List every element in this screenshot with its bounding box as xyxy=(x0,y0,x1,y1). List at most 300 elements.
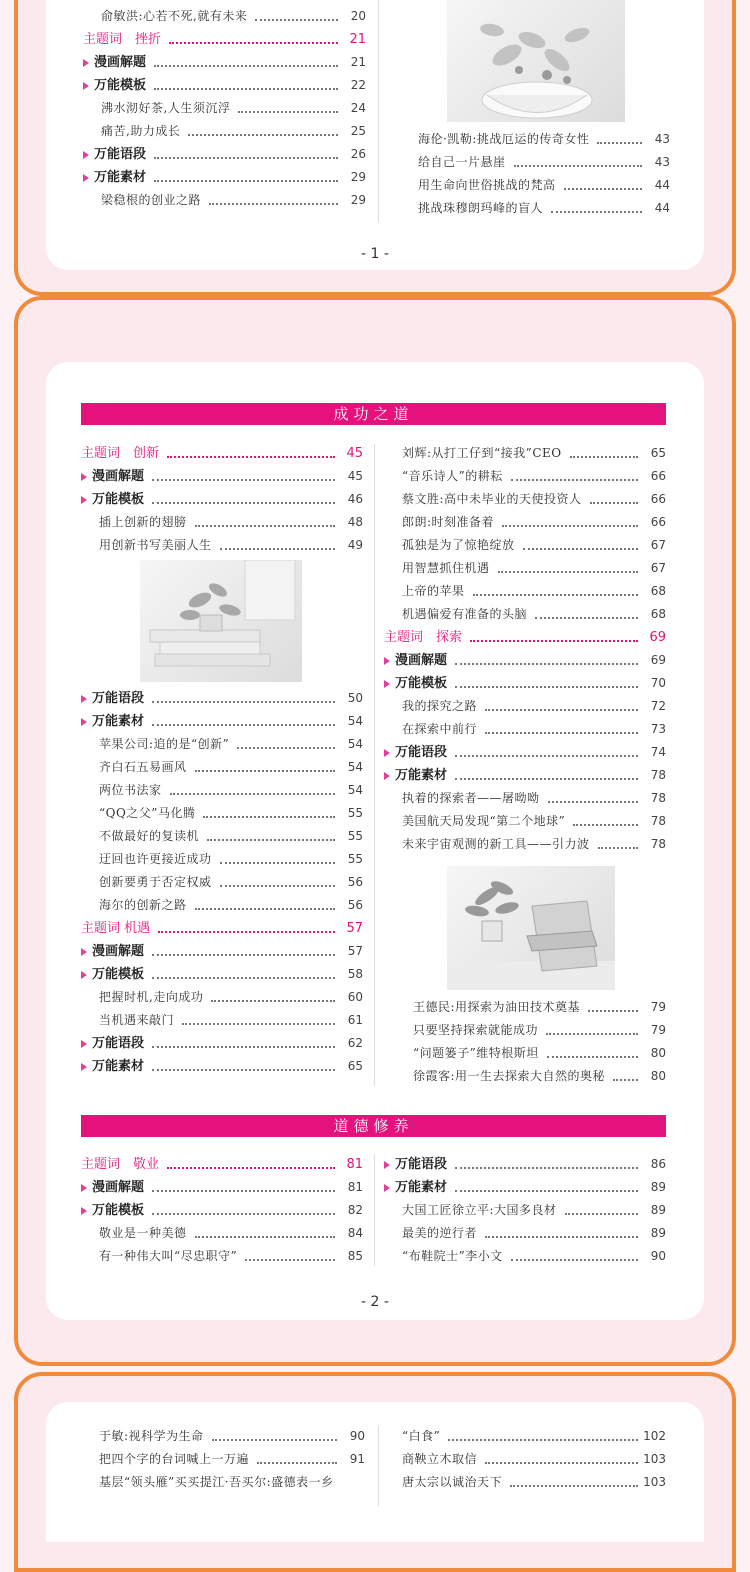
toc-entry-title: 创新要勇于否定权威 xyxy=(99,875,212,889)
dot-leader xyxy=(573,824,638,826)
toc-entry-title: 商鞅立木取信 xyxy=(402,1452,478,1466)
dot-leader xyxy=(209,203,338,205)
toc-section-entry xyxy=(83,143,366,166)
dot-leader xyxy=(473,594,638,596)
toc-page-number: 44 xyxy=(654,178,670,192)
dot-leader xyxy=(502,525,638,527)
dot-leader xyxy=(485,709,638,711)
toc-entry-title: 梁稳根的创业之路 xyxy=(101,193,202,207)
toc-entry-title: 大国工匠徐立平:大国多良材 xyxy=(402,1203,557,1217)
dot-leader xyxy=(220,548,335,550)
dot-leader xyxy=(590,502,638,504)
dot-leader xyxy=(220,862,335,864)
toc-entry-title: 上帝的苹果 xyxy=(402,584,465,598)
toc-entry-title: 给自己一片悬崖 xyxy=(418,155,506,169)
toc-entry-title: 万能语段 xyxy=(395,745,448,760)
toc-page-number: 56 xyxy=(347,875,363,889)
toc-section-entry xyxy=(384,672,666,695)
toc-entry-title: 海伦·凯勒:挑战厄运的传奇女性 xyxy=(418,132,590,146)
triangle-bullet-icon xyxy=(83,174,89,182)
toc-page-number: 44 xyxy=(654,201,670,215)
toc-entry-title: 万能素材 xyxy=(395,768,448,783)
toc-section-entry xyxy=(83,51,366,74)
books-plant-photo xyxy=(140,560,302,682)
toc-section-entry xyxy=(81,1176,363,1199)
toc-page-number: 54 xyxy=(347,714,363,728)
toc-entry-title: 郎朗:时刻准备着 xyxy=(402,515,495,529)
toc-article-entry xyxy=(384,511,666,534)
toc-entry-title: “音乐诗人”的耕耘 xyxy=(402,469,503,483)
toc-article-entry xyxy=(81,802,363,825)
toc-entry-title: 主题词 挫折 xyxy=(83,32,162,47)
toc-entry-title: 苹果公司:追的是“创新” xyxy=(99,737,230,751)
dot-leader xyxy=(195,1236,335,1238)
toc-entry-title: 把四个字的台词喊上一万遍 xyxy=(99,1452,250,1466)
dot-leader xyxy=(170,793,335,795)
dot-leader xyxy=(455,755,638,757)
toc-entry-title: 基层“领头雁”买买提江·吾买尔:盛德表一乡 xyxy=(99,1475,334,1489)
toc-page-number: 103 xyxy=(643,1452,666,1466)
dot-leader xyxy=(485,732,638,734)
toc-page-number: 54 xyxy=(347,737,363,751)
triangle-bullet-icon xyxy=(81,695,87,703)
triangle-bullet-icon xyxy=(384,772,390,780)
toc-entry-title: 漫画解题 xyxy=(92,1180,145,1195)
toc-entry-title: 机遇偏爱有准备的头脑 xyxy=(402,607,528,621)
toc-page-number: 43 xyxy=(654,155,670,169)
toc-entry-title: 万能素材 xyxy=(94,170,147,185)
toc-article-entry xyxy=(81,1448,365,1471)
toc-section-entry xyxy=(81,963,363,986)
dot-leader xyxy=(195,770,335,772)
toc-page-number: 80 xyxy=(650,1046,666,1060)
toc-page-number: 57 xyxy=(346,921,363,936)
dot-leader xyxy=(182,1023,335,1025)
toc-page-number: 82 xyxy=(347,1203,363,1217)
dot-leader xyxy=(195,908,335,910)
toc-article-entry xyxy=(81,894,363,917)
toc-entry-title: 万能模板 xyxy=(92,1203,145,1218)
toc-section-entry xyxy=(81,687,363,710)
dot-leader xyxy=(152,502,335,504)
page2-left-column-morality xyxy=(81,1153,363,1268)
toc-page-number: 72 xyxy=(650,699,666,713)
toc-entry-title: 不做最好的复读机 xyxy=(99,829,200,843)
toc-entry-title: 敬业是一种美德 xyxy=(99,1226,187,1240)
toc-entry-title: 用生命向世俗挑战的梵高 xyxy=(418,178,556,192)
toc-section-entry xyxy=(83,74,366,97)
dot-leader xyxy=(169,42,338,44)
triangle-bullet-icon xyxy=(81,718,87,726)
toc-entry-title: 插上创新的翅膀 xyxy=(99,515,187,529)
toc-page-number: 67 xyxy=(650,561,666,575)
dot-leader xyxy=(455,1167,638,1169)
dot-leader xyxy=(257,1462,337,1464)
toc-page-number: 29 xyxy=(350,170,366,184)
page1-right-column xyxy=(400,128,670,220)
toc-article-entry xyxy=(384,1471,666,1494)
toc-page-number: 55 xyxy=(347,852,363,866)
dot-leader xyxy=(167,1167,335,1169)
toc-page-number: 85 xyxy=(347,1249,363,1263)
toc-article-entry xyxy=(81,848,363,871)
dot-leader xyxy=(455,663,638,665)
dot-leader xyxy=(152,701,335,703)
toc-entry-title: 万能素材 xyxy=(395,1180,448,1195)
toc-page-number: 102 xyxy=(643,1429,666,1443)
toc-entry-title: 万能模板 xyxy=(395,676,448,691)
toc-section-entry xyxy=(384,764,666,787)
toc-page-number: 69 xyxy=(650,653,666,667)
triangle-bullet-icon xyxy=(81,1207,87,1215)
toc-article-entry xyxy=(384,557,666,580)
toc-entry-title: 万能语段 xyxy=(92,691,145,706)
toc-article-entry xyxy=(395,1042,666,1065)
toc-entry-title: 当机遇来敲门 xyxy=(99,1013,175,1027)
dot-leader xyxy=(152,1046,335,1048)
dot-leader xyxy=(211,1000,335,1002)
toc-page-number: 56 xyxy=(347,898,363,912)
toc-section-entry xyxy=(384,741,666,764)
page2-right-column-morality xyxy=(384,1153,666,1268)
dot-leader xyxy=(510,1485,638,1487)
chair-plant-photo xyxy=(447,866,615,990)
triangle-bullet-icon xyxy=(81,948,87,956)
column-divider xyxy=(374,444,375,1086)
toc-page-number: 91 xyxy=(349,1452,365,1466)
dot-leader xyxy=(237,747,335,749)
toc-section-entry xyxy=(81,1055,363,1078)
page2-left-column-bottom xyxy=(81,687,363,1078)
toc-article-entry xyxy=(384,488,666,511)
toc-article-entry xyxy=(384,580,666,603)
toc-page-number: 61 xyxy=(347,1013,363,1027)
dot-leader xyxy=(455,778,638,780)
toc-article-entry xyxy=(384,1425,666,1448)
toc-page-number: 90 xyxy=(349,1429,365,1443)
toc-page-number: 46 xyxy=(347,492,363,506)
toc-page-number: 45 xyxy=(346,446,363,461)
toc-page-number: 103 xyxy=(643,1475,666,1489)
toc-article-entry xyxy=(384,442,666,465)
dot-leader xyxy=(195,525,335,527)
dot-leader xyxy=(152,977,335,979)
triangle-bullet-icon xyxy=(81,1184,87,1192)
toc-entry-title: 主题词 创新 xyxy=(81,446,160,461)
toc-article-entry xyxy=(384,1199,666,1222)
toc-page-number: 74 xyxy=(650,745,666,759)
toc-article-entry xyxy=(384,1245,666,1268)
toc-section-entry xyxy=(81,465,363,488)
dot-leader xyxy=(570,456,638,458)
toc-article-entry xyxy=(384,833,666,856)
toc-page-number: 55 xyxy=(347,806,363,820)
toc-entry-title: 万能模板 xyxy=(92,967,145,982)
toc-article-entry xyxy=(384,465,666,488)
toc-page-number: 78 xyxy=(650,768,666,782)
toc-article-entry xyxy=(384,1222,666,1245)
toc-section-entry xyxy=(384,1176,666,1199)
toc-entry-title: 俞敏洪:心若不死,就有未来 xyxy=(101,9,248,23)
toc-entry-title: 美国航天局发现“第二个地球” xyxy=(402,814,566,828)
toc-article-entry xyxy=(400,197,670,220)
toc-article-entry xyxy=(395,1065,666,1088)
toc-page-number: 84 xyxy=(347,1226,363,1240)
dot-leader xyxy=(511,479,638,481)
toc-entry-title: 未来宇宙观测的新工具——引力波 xyxy=(402,837,590,851)
dot-leader xyxy=(548,801,638,803)
toc-page-number: 26 xyxy=(350,147,366,161)
dot-leader xyxy=(514,165,642,167)
dot-leader xyxy=(455,1190,638,1192)
section-banner-morality: 道德修养 xyxy=(81,1115,666,1137)
toc-page-number: 81 xyxy=(346,1157,363,1172)
triangle-bullet-icon xyxy=(384,1184,390,1192)
toc-entry-title: 主题词 探索 xyxy=(384,630,463,645)
toc-topic-entry xyxy=(83,28,366,51)
triangle-bullet-icon xyxy=(384,1161,390,1169)
toc-entry-title: 万能语段 xyxy=(94,147,147,162)
toc-page-number: 81 xyxy=(347,1180,363,1194)
toc-article-entry xyxy=(384,534,666,557)
toc-page-number: 43 xyxy=(654,132,670,146)
toc-page-number: 69 xyxy=(649,630,666,645)
dot-leader xyxy=(167,456,335,458)
triangle-bullet-icon xyxy=(83,151,89,159)
toc-entry-title: “问题篓子”维特根斯坦 xyxy=(413,1046,539,1060)
toc-entry-title: 徐霞客:用一生去探索大自然的奥秘 xyxy=(413,1069,606,1083)
toc-section-entry xyxy=(83,166,366,189)
toc-article-entry xyxy=(384,1448,666,1471)
dot-leader xyxy=(523,548,638,550)
toc-article-entry xyxy=(81,986,363,1009)
toc-page-number: 22 xyxy=(350,78,366,92)
toc-article-entry xyxy=(81,825,363,848)
toc-entry-title: 唐太宗以诚治天下 xyxy=(402,1475,503,1489)
toc-entry-title: 齐白石五易画风 xyxy=(99,760,187,774)
dot-leader xyxy=(238,111,338,113)
dot-leader xyxy=(551,211,642,213)
dot-leader xyxy=(203,816,335,818)
toc-entry-title: 挑战珠穆朗玛峰的盲人 xyxy=(418,201,544,215)
dot-leader xyxy=(154,157,338,159)
toc-topic-entry xyxy=(81,917,363,940)
toc-entry-title: “布鞋院士”李小文 xyxy=(402,1249,503,1263)
toc-entry-title: 我的探究之路 xyxy=(402,699,478,713)
triangle-bullet-icon xyxy=(81,1040,87,1048)
dot-leader xyxy=(245,1259,335,1261)
page-number: - 2 - xyxy=(361,1294,389,1310)
triangle-bullet-icon xyxy=(81,971,87,979)
toc-page-number: 90 xyxy=(650,1249,666,1263)
triangle-bullet-icon xyxy=(384,749,390,757)
toc-entry-title: 执着的探索者——屠呦呦 xyxy=(402,791,540,805)
toc-section-entry xyxy=(384,649,666,672)
toc-page-number: 25 xyxy=(350,124,366,138)
dot-leader xyxy=(448,1439,638,1441)
toc-page-number: 66 xyxy=(650,492,666,506)
toc-section-entry xyxy=(81,710,363,733)
dot-leader xyxy=(511,1259,638,1261)
toc-entry-title: 王德民:用探索为油田技术奠基 xyxy=(413,1000,581,1014)
toc-section-entry xyxy=(384,1153,666,1176)
toc-page-number: 66 xyxy=(650,515,666,529)
toc-page-number: 29 xyxy=(350,193,366,207)
toc-article-entry xyxy=(81,1222,363,1245)
toc-article-entry xyxy=(81,1471,365,1494)
toc-article-entry xyxy=(81,871,363,894)
dot-leader xyxy=(158,931,335,933)
triangle-bullet-icon xyxy=(384,657,390,665)
toc-entry-title: 万能素材 xyxy=(92,1059,145,1074)
triangle-bullet-icon xyxy=(83,82,89,90)
toc-entry-title: “QQ之父”马化腾 xyxy=(99,806,196,820)
dot-leader xyxy=(597,142,642,144)
toc-entry-title: 万能素材 xyxy=(92,714,145,729)
toc-page-number: 89 xyxy=(650,1203,666,1217)
toc-entry-title: 主题词 敬业 xyxy=(81,1157,160,1172)
dot-leader xyxy=(498,571,638,573)
dot-leader xyxy=(588,1010,638,1012)
dot-leader xyxy=(154,65,338,67)
toc-page-number: 78 xyxy=(650,791,666,805)
dot-leader xyxy=(613,1079,638,1081)
triangle-bullet-icon xyxy=(384,680,390,688)
dot-leader xyxy=(564,188,642,190)
toc-entry-title: 蔡文胜:高中未毕业的天使投资人 xyxy=(402,492,582,506)
page3-left-column xyxy=(81,1425,365,1494)
page3-right-column xyxy=(384,1425,666,1494)
dot-leader xyxy=(546,1033,638,1035)
page1-left-column xyxy=(83,5,366,212)
dot-leader xyxy=(207,839,335,841)
column-divider xyxy=(378,0,379,222)
toc-article-entry xyxy=(400,128,670,151)
toc-entry-title: 主题词 机遇 xyxy=(81,921,151,936)
toc-page-number: 48 xyxy=(347,515,363,529)
dot-leader xyxy=(455,686,638,688)
toc-section-entry xyxy=(81,1032,363,1055)
toc-article-entry xyxy=(81,733,363,756)
dot-leader xyxy=(154,180,338,182)
toc-topic-entry xyxy=(81,1153,363,1176)
triangle-bullet-icon xyxy=(83,59,89,67)
dot-leader xyxy=(598,847,638,849)
toc-entry-title: 迂回也许更接近成功 xyxy=(99,852,212,866)
toc-topic-entry xyxy=(384,626,666,649)
toc-page-number: 67 xyxy=(650,538,666,552)
toc-entry-title: 痛苦,助力成长 xyxy=(101,124,181,138)
page2-right-column-bottom xyxy=(395,996,666,1088)
toc-article-entry xyxy=(81,1009,363,1032)
dot-leader xyxy=(154,88,338,90)
toc-page-number: 78 xyxy=(650,814,666,828)
toc-article-entry xyxy=(384,695,666,718)
toc-page-number: 50 xyxy=(347,691,363,705)
dot-leader xyxy=(565,1213,638,1215)
toc-topic-entry xyxy=(81,442,363,465)
toc-page-number: 21 xyxy=(349,32,366,47)
toc-article-entry xyxy=(81,511,363,534)
dot-leader xyxy=(188,134,338,136)
toc-article-entry xyxy=(400,174,670,197)
toc-entry-title: “白食” xyxy=(402,1429,441,1443)
column-divider xyxy=(378,1426,379,1506)
toc-page-number: 62 xyxy=(347,1036,363,1050)
toc-page-number: 54 xyxy=(347,783,363,797)
toc-entry-title: 漫画解题 xyxy=(92,469,145,484)
toc-article-entry xyxy=(384,718,666,741)
toc-article-entry xyxy=(384,810,666,833)
toc-page-number: 54 xyxy=(347,760,363,774)
toc-page-number: 49 xyxy=(347,538,363,552)
toc-entry-title: 漫画解题 xyxy=(92,944,145,959)
toc-entry-title: 于敏:视科学为生命 xyxy=(99,1429,204,1443)
toc-page-number: 79 xyxy=(650,1000,666,1014)
dot-leader xyxy=(152,479,335,481)
dot-leader xyxy=(212,1439,337,1441)
dot-leader xyxy=(547,1056,638,1058)
toc-page-number: 68 xyxy=(650,584,666,598)
toc-entry-title: 最美的逆行者 xyxy=(402,1226,478,1240)
toc-article-entry xyxy=(81,1425,365,1448)
toc-article-entry xyxy=(81,779,363,802)
dot-leader xyxy=(152,1069,335,1071)
toc-article-entry xyxy=(395,1019,666,1042)
toc-section-entry xyxy=(81,1199,363,1222)
toc-page-number: 66 xyxy=(650,469,666,483)
dot-leader xyxy=(220,885,335,887)
toc-entry-title: 把握时机,走向成功 xyxy=(99,990,204,1004)
dot-leader xyxy=(485,1236,638,1238)
toc-page-number: 65 xyxy=(347,1059,363,1073)
toc-entry-title: 沸水沏好茶,人生须沉浮 xyxy=(101,101,231,115)
toc-page-number: 70 xyxy=(650,676,666,690)
toc-entry-title: 海尔的创新之路 xyxy=(99,898,187,912)
dot-leader xyxy=(152,954,335,956)
toc-article-entry xyxy=(384,787,666,810)
toc-entry-title: 用智慧抓住机遇 xyxy=(402,561,490,575)
toc-page-number: 68 xyxy=(650,607,666,621)
dot-leader xyxy=(152,724,335,726)
toc-page-number: 21 xyxy=(350,55,366,69)
toc-page-number: 89 xyxy=(650,1226,666,1240)
toc-page-number: 65 xyxy=(650,446,666,460)
toc-article-entry xyxy=(400,151,670,174)
toc-article-entry xyxy=(81,756,363,779)
toc-page-number: 80 xyxy=(650,1069,666,1083)
dot-leader xyxy=(470,640,638,642)
toc-article-entry xyxy=(83,5,366,28)
toc-section-entry xyxy=(81,488,363,511)
toc-entry-title: 有一种伟大叫“尽忠职守” xyxy=(99,1249,238,1263)
dot-leader xyxy=(255,19,338,21)
toc-page-number: 45 xyxy=(347,469,363,483)
toc-entry-title: 万能模板 xyxy=(92,492,145,507)
triangle-bullet-icon xyxy=(81,496,87,504)
flower-bowl-photo xyxy=(447,0,625,122)
toc-page-number: 24 xyxy=(350,101,366,115)
toc-page-number: 58 xyxy=(347,967,363,981)
toc-page-number: 86 xyxy=(650,1157,666,1171)
toc-section-entry xyxy=(81,940,363,963)
toc-entry-title: 万能语段 xyxy=(92,1036,145,1051)
toc-page-number: 89 xyxy=(650,1180,666,1194)
toc-page-number: 57 xyxy=(347,944,363,958)
page2-left-column-top xyxy=(81,442,363,557)
triangle-bullet-icon xyxy=(81,473,87,481)
toc-page-number: 79 xyxy=(650,1023,666,1037)
